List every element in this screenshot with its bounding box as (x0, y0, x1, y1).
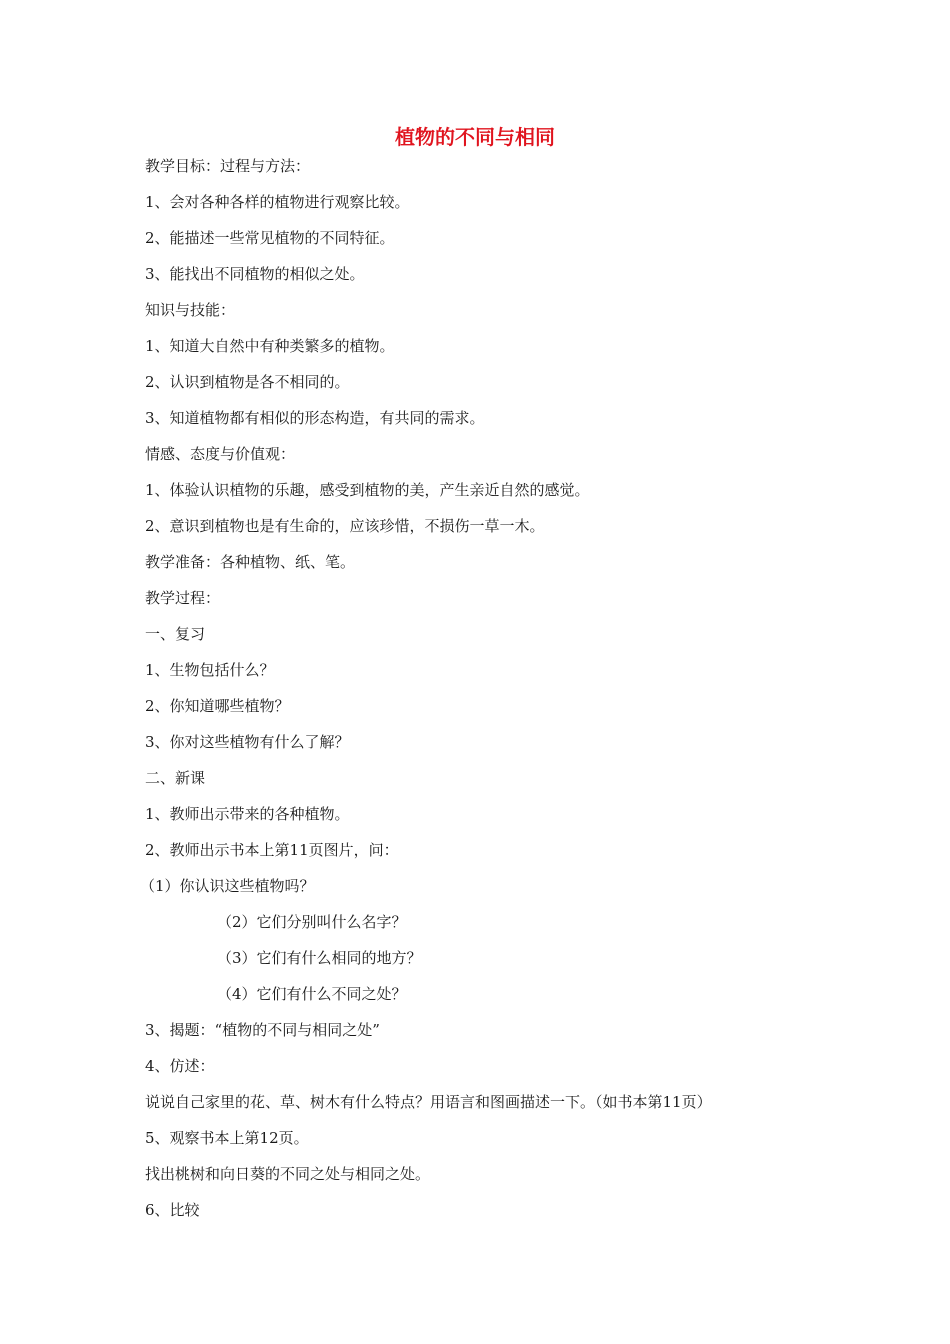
text-line: 2、你知道哪些植物？ (145, 697, 290, 715)
document-title: 植物的不同与相同 (395, 125, 555, 149)
text-line: （4）它们有什么不同之处？ (217, 985, 407, 1003)
text-line: 知识与技能： (145, 301, 236, 319)
text-line: 教学过程： (145, 589, 221, 607)
text-line: 2、教师出示书本上第11页图片，问： (145, 841, 399, 859)
text-line: 2、能描述一些常见植物的不同特征。 (145, 229, 395, 247)
text-line: 教学准备：各种植物、纸、笔。 (145, 553, 356, 571)
text-line: 3、揭题：“植物的不同与相同之处” (145, 1021, 380, 1039)
text-line: （1）你认识这些植物吗？ (140, 877, 315, 895)
text-line: 说说自己家里的花、草、树木有什么特点？用语言和图画描述一下。（如书本第11页） (145, 1093, 712, 1111)
text-line: 3、你对这些植物有什么了解？ (145, 733, 350, 751)
text-line: 1、生物包括什么？ (145, 661, 275, 679)
text-line: 一、复习 (145, 625, 206, 643)
text-line: 1、知道大自然中有种类繁多的植物。 (145, 337, 395, 355)
text-line: 1、体验认识植物的乐趣，感受到植物的美，产生亲近自然的感觉。 (145, 481, 590, 499)
text-line: 5、观察书本上第12页。 (145, 1129, 309, 1147)
text-line: 1、会对各种各样的植物进行观察比较。 (145, 193, 410, 211)
text-line: 找出桃树和向日葵的不同之处与相同之处。 (145, 1165, 431, 1183)
text-line: 2、认识到植物是各不相同的。 (145, 373, 350, 391)
text-line: 2、意识到植物也是有生命的，应该珍惜，不损伤一草一木。 (145, 517, 545, 535)
text-line: （2）它们分别叫什么名字？ (217, 913, 407, 931)
text-line: 情感、态度与价值观： (145, 445, 296, 463)
text-line: 1、教师出示带来的各种植物。 (145, 805, 350, 823)
text-line: 3、能找出不同植物的相似之处。 (145, 265, 365, 283)
text-line: （3）它们有什么相同的地方？ (217, 949, 422, 967)
text-line: 教学目标：过程与方法： (145, 157, 311, 175)
text-line: 3、知道植物都有相似的形态构造，有共同的需求。 (145, 409, 485, 427)
document-body (140, 148, 845, 1228)
text-line: 二、新课 (145, 769, 206, 787)
text-line: 4、仿述： (145, 1057, 215, 1075)
text-line: 6、比较 (145, 1201, 200, 1219)
